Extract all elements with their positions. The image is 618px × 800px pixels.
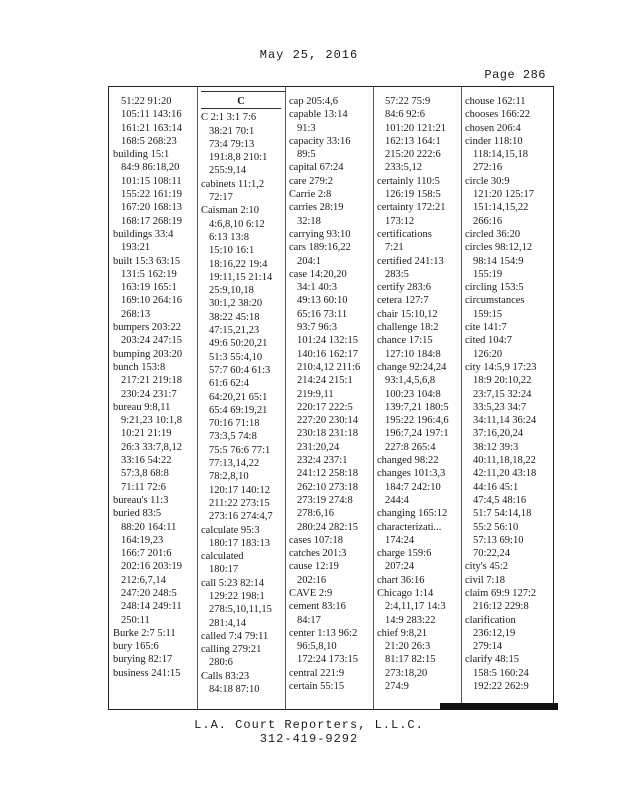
index-entry: capital 67:24 [289, 162, 344, 174]
index-entry: certainty 172:21 [377, 202, 446, 214]
index-page-refs: 126:19 158:5 [385, 189, 441, 201]
index-entry: calculated [201, 551, 244, 563]
index-page-refs: 7:21 [385, 242, 404, 254]
index-entry: bumpers 203:22 [113, 322, 181, 334]
index-entry: clarify 48:15 [465, 654, 519, 666]
index-page-refs: 158:5 160:24 [473, 667, 529, 679]
index-entry: cited 104:7 [465, 335, 512, 347]
index-entry: calculate 95:3 [201, 524, 260, 536]
index-entry: Chicago 1:14 [377, 587, 434, 599]
index-entry: civil 7:18 [465, 574, 505, 586]
index-page-refs: 230:24 231:7 [121, 388, 177, 400]
index-page-refs: 155:22 161:19 [121, 189, 182, 201]
index-page-refs: 64:20,21 65:1 [209, 391, 268, 403]
index-page-refs: 4:6,8,10 6:12 [209, 218, 265, 230]
index-page-refs: 280:6 [209, 657, 233, 669]
index-entry: case 14:20,20 [289, 268, 347, 280]
index-page-refs: 279:14 [473, 641, 503, 653]
index-page-refs: 207:24 [385, 561, 415, 573]
index-page-refs: 140:16 162:17 [297, 348, 358, 360]
index-entry: bunch 153:8 [113, 361, 166, 373]
index-page-refs: 73:4 79:13 [209, 138, 255, 150]
footer-company: L.A. Court Reporters, L.L.C. [194, 718, 424, 732]
index-page-refs: 81:17 82:15 [385, 654, 436, 666]
index-entry: call 5:23 82:14 [201, 577, 264, 589]
index-entry: cause 12:19 [289, 561, 339, 573]
index-page-refs: 174:24 [385, 534, 415, 546]
index-page-refs: 272:16 [473, 162, 503, 174]
index-page-refs: 230:18 231:18 [297, 428, 358, 440]
index-entry: circling 153:5 [465, 282, 524, 294]
index-page-refs: 89:5 [297, 149, 316, 161]
index-page-refs: 49:6 50:20,21 [209, 338, 268, 350]
index-page-refs: 227:20 230:14 [297, 415, 358, 427]
index-entry: bureau's 11:3 [113, 494, 169, 506]
index-page-refs: 70:16 71:18 [209, 418, 260, 430]
index-entry: claim 69:9 127:2 [465, 587, 537, 599]
index-page-refs: 161:21 163:14 [121, 122, 182, 134]
index-page-refs: 155:19 [473, 268, 503, 280]
index-page-refs: 214:24 215:1 [297, 375, 353, 387]
index-page-refs: 273:19 274:8 [297, 494, 353, 506]
index-page-refs: 167:20 168:13 [121, 202, 182, 214]
index-column-3 [289, 95, 375, 693]
index-entry: circumstances [465, 295, 525, 307]
index-page-refs: 101:20 121:21 [385, 122, 446, 134]
index-page-refs: 211:22 273:15 [209, 497, 270, 509]
index-page-refs: 73:3,5 74:8 [209, 431, 257, 443]
index-entry: business 241:15 [113, 667, 181, 679]
index-page-refs: 57:3,8 68:8 [121, 468, 169, 480]
index-page-refs: 268:13 [121, 308, 151, 320]
index-page-refs: 202:16 203:19 [121, 561, 182, 573]
index-page-refs: 219:9,11 [297, 388, 334, 400]
index-entry: capable 13:14 [289, 109, 348, 121]
index-page-refs: 210:4,12 211:6 [297, 361, 361, 373]
index-page-refs: 51:3 55:4,10 [209, 351, 263, 363]
index-page-refs: 184:7 242:10 [385, 481, 441, 493]
index-page-refs: 30:1,2 38:20 [209, 298, 263, 310]
index-page-refs: 163:19 165:1 [121, 282, 177, 294]
index-page-refs: 215:20 222:6 [385, 149, 441, 161]
index-page-refs: 173:12 [385, 215, 415, 227]
index-entry: cite 141:7 [465, 322, 507, 334]
index-page-refs: 84:9 86:18,20 [121, 162, 180, 174]
index-entry: Carrie 2:8 [289, 189, 332, 201]
index-page-refs: 131:5 162:19 [121, 268, 177, 280]
index-page-refs: 71:11 72:6 [121, 481, 166, 493]
index-page-refs: 231:20,24 [297, 441, 340, 453]
index-page-refs: 6:13 13:8 [209, 231, 249, 243]
index-entry: cars 189:16,22 [289, 242, 351, 254]
index-entry: changes 101:3,3 [377, 468, 446, 480]
index-page-refs: 37:16,20,24 [473, 428, 524, 440]
index-entry: catches 201:3 [289, 548, 347, 560]
index-page-refs: 281:4,14 [209, 617, 247, 629]
index-entry: certifications [377, 228, 432, 240]
index-entry: change 92:24,24 [377, 361, 447, 373]
index-page-refs: 244:4 [385, 494, 409, 506]
index-page-refs: 57:22 75:9 [385, 96, 431, 107]
index-page-refs: 26:3 33:7,8,12 [121, 441, 182, 453]
index-page-refs: 34:1 40:3 [297, 282, 337, 294]
index-page-refs: 19:11,15 21:14 [209, 271, 273, 283]
index-entry: circle 30:9 [465, 175, 510, 187]
index-page-refs: 9:21,23 10:1,8 [121, 415, 182, 427]
index-entry: building 15:1 [113, 149, 170, 161]
index-page-refs: 233:5,12 [385, 162, 423, 174]
index-entry: chooses 166:22 [465, 109, 531, 121]
index-page-refs: 47:4,5 48:16 [473, 494, 527, 506]
index-page-refs: 21:20 26:3 [385, 641, 431, 653]
index-page-refs: 33:16 54:22 [121, 455, 172, 467]
index-entry: CAVE 2:9 [289, 587, 333, 599]
index-page-refs: 101:15 108:11 [121, 175, 182, 187]
index-entry: certain 55:15 [289, 681, 345, 693]
index-entry: burying 82:17 [113, 654, 173, 666]
index-page-refs: 193:21 [121, 242, 151, 254]
index-page-refs: 75:5 76:6 77:1 [209, 444, 271, 456]
index-page-refs: 38:12 39:3 [473, 441, 519, 453]
index-entry: clarification [465, 614, 516, 626]
index-page-refs: 78:2,8,10 [209, 471, 249, 483]
index-page-refs: 61:6 62:4 [209, 378, 249, 390]
index-entry: certainly 110:5 [377, 175, 440, 187]
index-page-refs: 34:11,14 36:24 [473, 415, 537, 427]
index-page-refs: 33:5,23 34:7 [473, 401, 527, 413]
index-page-refs: 51:22 91:20 [121, 96, 172, 107]
index-page-refs: 100:23 104:8 [385, 388, 441, 400]
index-entry: challenge 18:2 [377, 322, 439, 334]
index-entry: called 7:4 79:11 [201, 630, 269, 642]
index-page-refs: 166:7 201:6 [121, 548, 172, 560]
index-page-refs: 23:7,15 32:24 [473, 388, 532, 400]
header-date: May 25, 2016 [259, 48, 359, 62]
index-page-refs: 227:8 265:4 [385, 441, 436, 453]
index-page-refs: 280:24 282:15 [297, 521, 358, 533]
index-page-refs: 14:9 283:22 [385, 614, 436, 626]
index-page-refs: 162:13 164:1 [385, 135, 441, 147]
index-page-refs: 164:19,23 [121, 534, 164, 546]
index-page-refs: 126:20 [473, 348, 503, 360]
index-entry: certified 241:13 [377, 255, 444, 267]
index-page-refs: 180:17 183:13 [209, 537, 270, 549]
index-page-refs: 159:15 [473, 308, 503, 320]
index-entry: Caisman 2:10 [201, 205, 260, 217]
index-page-refs: 129:22 198:1 [209, 590, 265, 602]
index-page-refs: 217:21 219:18 [121, 375, 182, 387]
index-page-refs: 220:17 222:5 [297, 401, 353, 413]
index-entry: chouse 162:11 [465, 96, 526, 107]
footer-phone: 312-419-9292 [259, 732, 359, 746]
index-page-refs: 49:13 60:10 [297, 295, 348, 307]
index-entry: C 2:1 3:1 7:6 [201, 112, 257, 124]
index-entry: cabinets 11:1,2 [201, 178, 265, 190]
index-entry: charge 159:6 [377, 548, 432, 560]
index-entry: Calls 83:23 [201, 670, 250, 682]
index-page-refs: 216:12 229:8 [473, 601, 529, 613]
index-page-refs: 250:11 [121, 614, 150, 626]
index-page-refs: 212:6,7,14 [121, 574, 166, 586]
index-entry: bury 165:6 [113, 641, 159, 653]
index-column-4 [377, 95, 463, 693]
index-page-refs: 96:5,8,10 [297, 641, 337, 653]
index-page-refs: 278:6,16 [297, 508, 335, 520]
index-page-refs: 93:7 96:3 [297, 322, 337, 334]
index-page-refs: 42:11,20 43:18 [473, 468, 537, 480]
index-page-refs: 15:10 16:1 [209, 245, 255, 257]
index-page-refs: 2:4,11,17 14:3 [385, 601, 446, 613]
index-entry: capacity 33:16 [289, 135, 351, 147]
index-page-refs: 18:16,22 19:4 [209, 258, 268, 270]
word-index-box [108, 86, 554, 710]
index-page-refs: 262:10 273:18 [297, 481, 358, 493]
index-page-refs: 273:18,20 [385, 667, 428, 679]
index-page-refs: 55:2 56:10 [473, 521, 519, 533]
index-entry: calling 279:21 [201, 644, 262, 656]
index-page-refs: 191:8,8 210:1 [209, 152, 268, 164]
index-entry: built 15:3 63:15 [113, 255, 181, 267]
index-page-refs: 196:7,24 197:1 [385, 428, 449, 440]
index-page-refs: 241:12 258:18 [297, 468, 358, 480]
index-entry: chief 9:8,21 [377, 627, 428, 639]
index-entry: chance 17:15 [377, 335, 433, 347]
index-entry: buried 83:5 [113, 508, 162, 520]
index-entry: changed 98:22 [377, 455, 439, 467]
index-page-refs: 203:24 247:15 [121, 335, 182, 347]
index-entry: center 1:13 96:2 [289, 627, 358, 639]
index-page-refs: 98:14 154:9 [473, 255, 524, 267]
index-page-refs: 91:3 [297, 122, 316, 134]
index-page-refs: 77:13,14,22 [209, 458, 260, 470]
index-page-refs: 47:15,21,23 [209, 325, 260, 337]
index-entry: circles 98:12,12 [465, 242, 533, 254]
index-entry: chosen 206:4 [465, 122, 521, 134]
index-page-refs: 236:12,19 [473, 627, 516, 639]
index-page-refs: 118:14,15,18 [473, 149, 529, 161]
index-page-refs: 38:21 70:1 [209, 125, 255, 137]
index-page-refs: 32:18 [297, 215, 321, 227]
index-page-refs: 168:17 268:19 [121, 215, 182, 227]
index-entry: cases 107:18 [289, 534, 343, 546]
index-page-refs: 57:13 69:10 [473, 534, 524, 546]
index-page-refs: 202:16 [297, 574, 327, 586]
index-page-refs: 121:20 125:17 [473, 189, 534, 201]
index-entry: chart 36:16 [377, 574, 425, 586]
index-entry: buildings 33:4 [113, 228, 174, 240]
index-entry: circled 36:20 [465, 228, 521, 240]
index-column-2 [201, 95, 287, 696]
index-page-refs: 18:9 20:10,22 [473, 375, 532, 387]
index-entry: carries 28:19 [289, 202, 344, 214]
index-page-refs: 38:22 45:18 [209, 311, 260, 323]
index-page-refs: 84:6 92:6 [385, 109, 425, 121]
index-page-refs: 40:11,18,18,22 [473, 455, 536, 467]
index-page-refs: 25:9,10,18 [209, 285, 254, 297]
index-entry: care 279:2 [289, 175, 334, 187]
index-page-refs: 51:7 54:14,18 [473, 508, 532, 520]
index-page-refs: 255:9,14 [209, 165, 247, 177]
index-page-refs: 195:22 196:4,6 [385, 415, 449, 427]
index-entry: bureau 9:8,11 [113, 401, 171, 413]
section-letter-heading: C [201, 95, 281, 109]
index-page-refs: 84:18 87:10 [209, 684, 260, 696]
index-page-refs: 180:17 [209, 564, 239, 576]
index-page-refs: 65:16 73:11 [297, 308, 348, 320]
index-entry: certify 283:6 [377, 282, 431, 294]
index-page-refs: 88:20 164:11 [121, 521, 177, 533]
index-page-refs: 65:4 69:19,21 [209, 404, 268, 416]
index-entry: cetera 127:7 [377, 295, 429, 307]
index-page-refs: 283:5 [385, 268, 409, 280]
index-page-refs: 127:10 184:8 [385, 348, 441, 360]
index-page-refs: 266:16 [473, 215, 503, 227]
index-page-refs: 70:22,24 [473, 548, 511, 560]
index-page-refs: 101:24 132:15 [297, 335, 358, 347]
index-page-refs: 248:14 249:11 [121, 601, 182, 613]
page-number: Page 286 [484, 68, 546, 82]
index-page-refs: 139:7,21 180:5 [385, 401, 449, 413]
index-entry: central 221:9 [289, 667, 345, 679]
index-column-1 [113, 95, 199, 680]
index-page-refs: 120:17 140:12 [209, 484, 270, 496]
index-page-refs: 10:21 21:19 [121, 428, 172, 440]
index-page-refs: 169:10 264:16 [121, 295, 182, 307]
index-page-refs: 247:20 248:5 [121, 587, 177, 599]
index-entry: cement 83:16 [289, 601, 346, 613]
index-entry: Burke 2:7 5:11 [113, 627, 176, 639]
index-column-5 [465, 95, 551, 693]
index-entry: chair 15:10,12 [377, 308, 438, 320]
index-page-refs: 44:16 45:1 [473, 481, 519, 493]
index-page-refs: 84:17 [297, 614, 321, 626]
index-page-refs: 273:16 274:4,7 [209, 511, 273, 523]
index-entry: characterizati... [377, 521, 442, 533]
index-page-refs: 204:1 [297, 255, 321, 267]
index-entry: bumping 203:20 [113, 348, 183, 360]
section-rule [201, 91, 285, 92]
index-page-refs: 232:4 237:1 [297, 455, 348, 467]
index-page-refs: 57:7 60:4 61:3 [209, 364, 271, 376]
index-page-refs: 192:22 262:9 [473, 681, 529, 693]
index-page-refs: 278:5,10,11,15 [209, 604, 272, 616]
index-page-refs: 168:5 268:23 [121, 135, 177, 147]
index-entry: cap 205:4,6 [289, 96, 338, 107]
index-entry: city's 45:2 [465, 561, 509, 573]
index-page-refs: 72:17 [209, 192, 233, 204]
index-page-refs: 105:11 143:16 [121, 109, 182, 121]
index-page-refs: 274:9 [385, 681, 409, 693]
index-page-refs: 93:1,4,5,6,8 [385, 375, 436, 387]
index-page-refs: 151:14,15,22 [473, 202, 529, 214]
index-page-refs: 172:24 173:15 [297, 654, 358, 666]
footer-redaction-bar [440, 703, 558, 710]
index-entry: city 14:5,9 17:23 [465, 361, 537, 373]
index-entry: carrying 93:10 [289, 228, 351, 240]
index-entry: changing 165:12 [377, 508, 448, 520]
index-entry: cinder 118:10 [465, 135, 523, 147]
